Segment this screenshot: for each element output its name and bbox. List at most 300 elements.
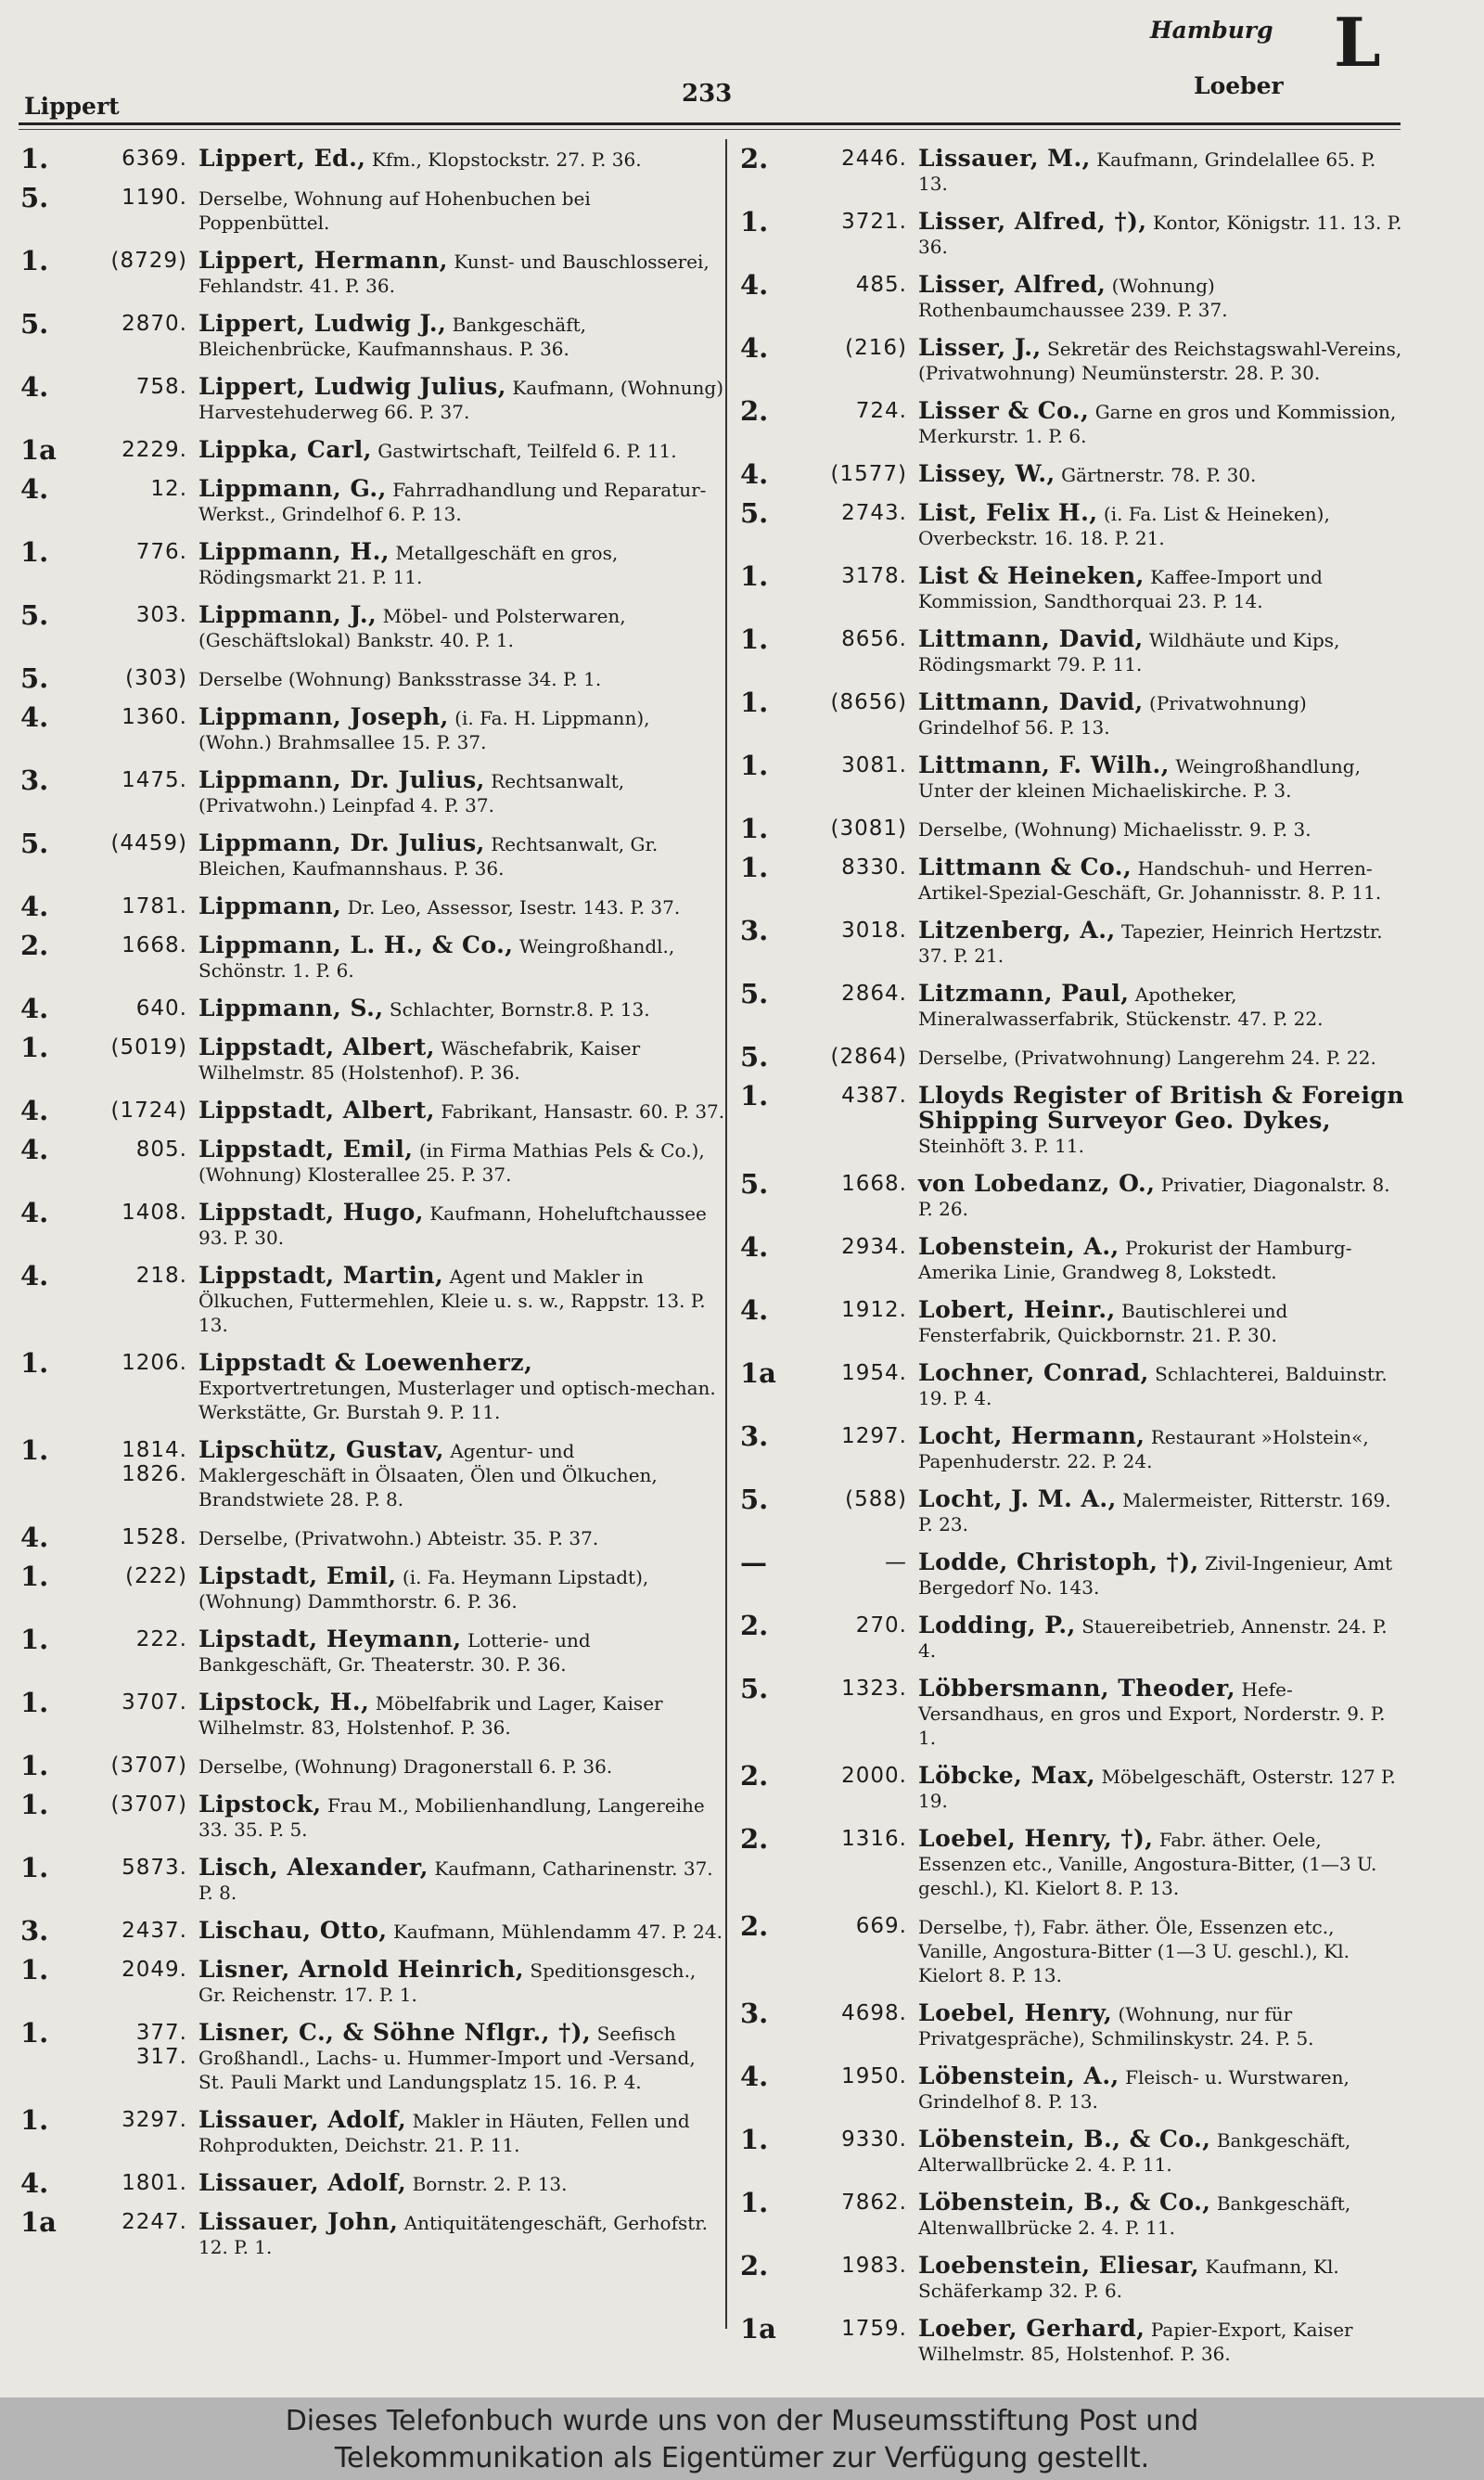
directory-entry (740, 1673, 1408, 1750)
entry-text (918, 2317, 1408, 2366)
exchange-code: 2. (740, 1760, 769, 1792)
directory-entry (20, 1915, 725, 1947)
subscriber-name: Loebel, Henry, (918, 1999, 1113, 2026)
exchange-code: 1. (20, 1561, 49, 1592)
entry-text (918, 1550, 1408, 1600)
entry-text (198, 705, 725, 754)
directory-entry (740, 1484, 1408, 1536)
subscriber-name: Lippert, Ludwig J., (198, 310, 447, 337)
subscriber-details: Bankgeschäft, Bleichenbrücke, Kaufmannshaus. P. 36. (198, 314, 586, 360)
subscriber-name: Littmann, David, (918, 625, 1144, 652)
directory-entry (740, 1998, 1408, 2050)
directory-entry (740, 395, 1408, 448)
phone-number: 1954. (841, 1361, 907, 1385)
phone-number: 3721. (841, 210, 907, 234)
subscriber-details: Kaufmann, Kl. Schäferkamp 32. P. 6. (918, 2255, 1339, 2302)
directory-entry (20, 1347, 725, 1424)
header-rule (19, 122, 1401, 125)
phone-number: 1668. (122, 933, 187, 957)
entry-text (918, 627, 1408, 676)
entry-text (198, 1627, 725, 1677)
phone-number: (5019) (110, 1035, 187, 1060)
subscriber-name: Lissauer, M., (918, 145, 1091, 172)
phone-number: (222) (125, 1564, 187, 1588)
directory-entry (20, 371, 725, 424)
phone-number: 2864. (841, 982, 907, 1006)
exchange-code: 1. (20, 536, 49, 568)
subscriber-details: Bornstr. 2. P. 13. (412, 2173, 568, 2195)
subscriber-details: Wäschefabrik, Kaiser Wilhelmstr. 85 (Holstenhof). P. 36. (198, 1037, 641, 1084)
subscriber-name: Lissauer, John, (198, 2208, 399, 2235)
phone-number: 4387. (841, 1084, 907, 1108)
directory-entry (20, 1522, 725, 1553)
entry-text (918, 1172, 1408, 1221)
exchange-code: 4. (740, 1231, 769, 1263)
entry-text (918, 1424, 1408, 1473)
entry-text (198, 312, 725, 361)
phone-number: (1577) (830, 462, 907, 486)
entry-text (918, 982, 1408, 1031)
subscriber-name: Lippstadt, Hugo, (198, 1199, 424, 1226)
subscriber-name: Littmann & Co., (918, 854, 1132, 880)
subscriber-name: Lippstadt & Loewenherz, (198, 1349, 533, 1376)
phone-number: (216) (845, 336, 907, 360)
subscriber-details: Derselbe (Wohnung) Banksstrasse 34. P. 1. (198, 668, 602, 690)
subscriber-details: (Wohnung, nur für Privatgespräche), Schmilinskystr. 24. P. 5. (918, 2003, 1314, 2050)
footer-line-2: Telekommunikation als Eigentümer zur Verfügung gestellt. (334, 2442, 1150, 2474)
subscriber-details: Exportvertretungen, Musterlager und optisch-mechan. Werkstätte, Gr. Burstah 9. P. 11. (198, 1377, 716, 1423)
phone-number: 485. (855, 273, 907, 297)
column-divider (725, 139, 727, 2329)
phone-number: 1206. (122, 1351, 187, 1375)
phone-number: — (885, 1550, 907, 1574)
entry-text (918, 1613, 1408, 1663)
directory-entry (20, 2167, 725, 2199)
subscriber-details: Malermeister, Ritterstr. 169. P. 23. (918, 1489, 1391, 1536)
subscriber-details: Papier-Export, Kaiser Wilhelmstr. 85, Holstenhof. P. 36. (918, 2319, 1353, 2365)
phone-number: (4459) (110, 831, 187, 855)
entry-text (918, 2001, 1408, 2050)
exchange-code: 1. (20, 1347, 49, 1379)
subscriber-name: Lippka, Carl, (198, 436, 372, 463)
exchange-code: 5. (740, 1041, 769, 1073)
directory-entry (20, 2206, 725, 2259)
subscriber-details: Sekretär des Reichstagswahl-Vereins, (Privatwohnung) Neumünsterstr. 28. P. 30. (918, 338, 1402, 384)
directory-entry (20, 1197, 725, 1250)
subscriber-name: Lippmann, Dr. Julius, (198, 829, 485, 856)
subscriber-details: Restaurant »Holstein«, Papenhuderstr. 22. P. 24. (918, 1426, 1369, 1472)
exchange-code: 5. (740, 497, 769, 529)
phone-number: 1360. (122, 705, 187, 729)
subscriber-name: Lobenstein, A., (918, 1233, 1119, 1260)
exchange-code: 1. (740, 2187, 769, 2218)
subscriber-name: Lippstadt, Albert, (198, 1097, 435, 1124)
phone-number: 1950. (841, 2064, 907, 2088)
subscriber-details: Möbelgeschäft, Osterstr. 127 P. 19. (918, 1766, 1396, 1812)
entry-text (198, 477, 725, 526)
entry-text (198, 996, 725, 1022)
exchange-code: 3. (740, 915, 769, 946)
subscriber-name: Lippert, Ludwig Julius, (198, 373, 506, 400)
subscriber-details: Derselbe, Wohnung auf Hohenbuchen bei Poppenbüttel. (198, 187, 591, 234)
phone-number: 6369. (122, 147, 187, 171)
directory-entry (20, 1624, 725, 1677)
subscriber-details: (i. Fa. H. Lippmann), (Wohn.) Brahmsallee 15. P. 37. (198, 707, 650, 753)
phone-number: 12. (150, 477, 187, 501)
exchange-code: 1. (740, 813, 769, 844)
entry-text (918, 2254, 1408, 2303)
directory-entry (20, 891, 725, 922)
exchange-code: 2. (740, 1910, 769, 1942)
subscriber-details: Bankgeschäft, Alterwallbrücke 2. 4. P. 11. (918, 2129, 1351, 2176)
entry-text (918, 1235, 1408, 1284)
page-number: 233 (682, 80, 733, 108)
exchange-code: 4. (20, 1197, 49, 1228)
phone-number: 1983. (841, 2254, 907, 2278)
entry-text (198, 2021, 725, 2094)
phone-number: 7862. (841, 2191, 907, 2215)
directory-entry (20, 930, 725, 983)
directory-entry (20, 434, 725, 466)
subscriber-name: Lipstock, (198, 1791, 322, 1818)
exchange-code: 1. (740, 750, 769, 781)
entry-text (918, 1827, 1408, 1900)
directory-entry (740, 1760, 1408, 1813)
exchange-code: 1. (740, 206, 769, 238)
entry-text (198, 1099, 725, 1124)
phone-number: 669. (855, 1914, 907, 1938)
subscriber-name: Loebel, Henry, †), (918, 1825, 1154, 1852)
directory-entry (20, 1687, 725, 1740)
subscriber-details: Bautischlerei und Fensterfabrik, Quickbornstr. 21. P. 30. (918, 1300, 1288, 1346)
directory-entry (740, 852, 1408, 905)
header-city: Hamburg (1150, 17, 1273, 44)
footer-line-1: Dieses Telefonbuch wurde uns von der Museumsstiftung Post und (285, 2405, 1199, 2437)
phone-number: 3707. (122, 1690, 187, 1715)
directory-entry (20, 143, 725, 174)
exchange-code: 5. (740, 1673, 769, 1704)
subscriber-details: Privatier, Diagonalstr. 8. P. 26. (918, 1174, 1390, 1220)
subscriber-name: Lipschütz, Gustav, (198, 1436, 444, 1463)
exchange-code: 4. (20, 993, 49, 1024)
phone-number: 2934. (841, 1235, 907, 1259)
directory-entry (740, 687, 1408, 739)
phone-number: (8656) (830, 690, 907, 714)
exchange-code: 4. (740, 332, 769, 364)
exchange-code: 4. (20, 701, 49, 733)
phone-number: 8656. (841, 627, 907, 651)
phone-number: 2000. (841, 1764, 907, 1788)
phone-number: 270. (855, 1613, 907, 1638)
exchange-code: 2. (740, 1610, 769, 1641)
exchange-code: 1. (740, 1080, 769, 1112)
entry-text (918, 462, 1408, 487)
phone-number: 1814. 1826. (122, 1438, 187, 1486)
phone-number: 1759. (841, 2317, 907, 2341)
subscriber-name: Lipstadt, Emil, (198, 1562, 397, 1589)
subscriber-details: Rechtsanwalt, Gr. Bleichen, Kaufmannshaus. P. 36. (198, 833, 659, 880)
subscriber-details: Kfm., Klopstockstr. 27. P. 36. (371, 148, 642, 171)
entry-text (918, 855, 1408, 905)
directory-entry (740, 1080, 1408, 1158)
subscriber-name: Littmann, F. Wilh., (918, 752, 1170, 778)
subscriber-details: Steinhöft 3. P. 11. (918, 1135, 1084, 1157)
exchange-code: 1. (20, 2104, 49, 2136)
phone-number: 2437. (122, 1919, 187, 1943)
directory-entry (20, 1750, 725, 1781)
subscriber-details: Kaufmann, Hoheluftchaussee 93. P. 30. (198, 1202, 707, 1249)
subscriber-details: Weingroßhandlung, Unter der kleinen Michaeliskirche. P. 3. (918, 755, 1361, 802)
subscriber-details: Fabrikant, Hansastr. 60. P. 37. (441, 1100, 725, 1123)
subscriber-name: Lissauer, Adolf, (198, 2169, 407, 2196)
exchange-code: 4. (20, 1095, 49, 1126)
exchange-code: 4. (20, 2167, 49, 2199)
phone-number: 1190. (122, 186, 187, 210)
directory-entry (740, 1420, 1408, 1473)
exchange-code: — (740, 1547, 767, 1578)
phone-number: (1724) (110, 1099, 187, 1123)
subscriber-details: (i. Fa. Heymann Lipstadt), (Wohnung) Dammthorstr. 6. P. 36. (198, 1566, 649, 1613)
phone-number: 758. (135, 375, 187, 399)
subscriber-name: Lippmann, L. H., & Co., (198, 932, 514, 958)
directory-entry (20, 701, 725, 754)
header-right-guide-word: Loeber (1194, 72, 1284, 99)
subscriber-details: Derselbe, (Wohnung) Michaelisstr. 9. P. 3. (918, 818, 1311, 841)
subscriber-details: Rechtsanwalt, (Privatwohn.) Leinpfad 4. P. 37. (198, 770, 625, 816)
directory-entry (20, 1134, 725, 1187)
entry-text (918, 753, 1408, 803)
directory-entry (740, 1610, 1408, 1663)
subscriber-details: Derselbe, (Wohnung) Dragonerstall 6. P. 36. (198, 1755, 613, 1778)
subscriber-name: Lippstadt, Martin, (198, 1262, 444, 1289)
exchange-code: 1. (20, 1954, 49, 1985)
subscriber-details: Fleisch- u. Wurstwaren, Grindelhof 8. P. 13. (918, 2066, 1350, 2113)
entry-text (198, 1754, 725, 1779)
entry-text (918, 1764, 1408, 1813)
subscriber-details: Derselbe, (Privatwohn.) Abteistr. 35. P. 37. (198, 1527, 599, 1549)
exchange-code: 4. (740, 458, 769, 490)
subscriber-name: Lisner, C., & Söhne Nflgr., †), (198, 2019, 592, 2046)
phone-number: 1323. (841, 1677, 907, 1701)
directory-entry (20, 1095, 725, 1126)
directory-entry (740, 1823, 1408, 1900)
entry-text (918, 2191, 1408, 2240)
header-left-guide-word: Lippert (24, 93, 120, 120)
directory-entry (20, 2017, 725, 2094)
subscriber-details: Lotterie- und Bankgeschäft, Gr. Theaterstr. 30. P. 36. (198, 1629, 591, 1676)
phone-number: 2229. (122, 438, 187, 462)
exchange-code: 1. (20, 1852, 49, 1883)
subscriber-details: Derselbe, †), Fabr. äther. Öle, Essenzen etc., Vanille, Angostura-Bitter (1—3 U. geschl.), Kl. Kielort 8. P. 13. (918, 1916, 1350, 1986)
entry-text (198, 1525, 725, 1550)
phone-number: 1408. (122, 1201, 187, 1225)
subscriber-name: Lisch, Alexander, (198, 1854, 429, 1881)
entry-text (198, 666, 725, 691)
directory-entry (740, 2187, 1408, 2240)
subscriber-details: Fahrradhandlung und Reparatur-Werkst., Grindelhof 6. P. 13. (198, 479, 707, 525)
subscriber-name: Locht, J. M. A., (918, 1485, 1117, 1512)
exchange-code: 5. (20, 599, 49, 631)
exchange-code: 1a (20, 434, 57, 466)
exchange-code: 1. (20, 1750, 49, 1781)
directory-entry (740, 1357, 1408, 1410)
subscriber-name: Lippstadt, Emil, (198, 1136, 414, 1163)
exchange-code: 5. (740, 1168, 769, 1200)
subscriber-name: Löbenstein, A., (918, 2062, 1119, 2089)
phone-number: 805. (135, 1137, 187, 1162)
entry-text (918, 1487, 1408, 1536)
subscriber-details: Stauereibetrieb, Annenstr. 24. P. 4. (918, 1615, 1388, 1662)
exchange-code: 4. (20, 1134, 49, 1165)
exchange-code: 3. (20, 765, 49, 796)
directory-entry (740, 560, 1408, 613)
subscriber-details: Tapezier, Heinrich Hertzstr. 37. P. 21. (918, 920, 1383, 967)
exchange-code: 3. (20, 1915, 49, 1947)
phone-number: (2864) (830, 1045, 907, 1069)
exchange-code: 3. (740, 1420, 769, 1452)
left-column (20, 143, 725, 2273)
directory-entry (740, 269, 1408, 322)
exchange-code: 1. (740, 2124, 769, 2155)
exchange-code: 2. (20, 930, 49, 961)
subscriber-details: Gärtnerstr. 78. P. 30. (1061, 464, 1257, 486)
subscriber-details: Antiquitätengeschäft, Gerhofstr. 12. P. 1. (198, 2212, 709, 2258)
subscriber-details: Frau M., Mobilienhandlung, Langereihe 33. 35. P. 5. (198, 1794, 705, 1841)
subscriber-name: Lissauer, Adolf, (198, 2106, 407, 2133)
exchange-code: 1. (20, 1434, 49, 1466)
exchange-code: 1a (20, 2206, 57, 2238)
exchange-code: 4. (20, 1522, 49, 1553)
exchange-code: 1a (740, 2313, 776, 2345)
directory-entry (740, 1168, 1408, 1221)
entry-text (918, 2127, 1408, 2177)
entry-text (918, 816, 1408, 842)
subscriber-details: Speditionsgesch., Gr. Reichenstr. 17. P. 1. (198, 1960, 697, 2006)
subscriber-name: Lippmann, Dr. Julius, (198, 766, 485, 793)
phone-number: 9330. (841, 2127, 907, 2152)
directory-entry (740, 332, 1408, 385)
entry-text (918, 399, 1408, 448)
phone-number: 3081. (841, 753, 907, 777)
entry-text (198, 1438, 725, 1511)
entry-text (918, 690, 1408, 739)
phone-number: (3707) (110, 1793, 187, 1817)
entry-text (918, 1914, 1408, 1987)
entry-text (918, 210, 1408, 259)
subscriber-name: Lisser, Alfred, (918, 271, 1107, 298)
directory-entry (740, 206, 1408, 259)
exchange-code: 4. (740, 2061, 769, 2092)
subscriber-name: Littmann, David, (918, 688, 1144, 715)
directory-entry (20, 308, 725, 361)
directory-entry (20, 1954, 725, 2007)
directory-entry (740, 750, 1408, 803)
subscriber-details: Hefe-Versandhaus, en gros und Export, Norderstr. 9. P. 1. (918, 1678, 1386, 1749)
entry-text (198, 2171, 725, 2196)
right-column (740, 143, 1408, 2380)
entry-text (198, 1690, 725, 1740)
entry-text (198, 1035, 725, 1085)
section-letter: L (1334, 3, 1381, 82)
exchange-code: 1. (20, 1687, 49, 1718)
subscriber-name: List, Felix H., (918, 499, 1098, 526)
subscriber-details: (Privatwohnung) Grindelhof 56. P. 13. (918, 692, 1307, 739)
subscriber-details: Möbel- und Polsterwaren, (Geschäftslokal) Bankstr. 40. P. 1. (198, 605, 626, 651)
entry-text (198, 1137, 725, 1187)
subscriber-name: Lisser, Alfred, †), (918, 208, 1147, 235)
phone-number: 2247. (122, 2210, 187, 2234)
subscriber-details: Kaufmann, Mühlendamm 47. P. 24. (392, 1921, 723, 1943)
subscriber-details: Weingroßhandl., Schönstr. 1. P. 6. (198, 935, 675, 982)
subscriber-details: Prokurist der Hamburg-Amerika Linie, Grandweg 8, Lokstedt. (918, 1237, 1352, 1283)
directory-entry (740, 497, 1408, 550)
subscriber-name: Lippert, Hermann, (198, 247, 448, 274)
subscriber-details: Kaufmann, Grindelallee 65. P. 13. (918, 148, 1376, 195)
directory-entry (20, 473, 725, 526)
subscriber-name: Loeber, Gerhard, (918, 2315, 1145, 2342)
subscriber-name: von Lobedanz, O., (918, 1170, 1156, 1197)
entry-text (918, 564, 1408, 613)
entry-text (918, 147, 1408, 196)
phone-number: (303) (125, 666, 187, 690)
exchange-code: 5. (20, 662, 49, 694)
entry-text (198, 375, 725, 424)
exchange-code: 1. (20, 1624, 49, 1655)
subscriber-details: (in Firma Mathias Pels & Co.), (Wohnung) Klosterallee 25. P. 37. (198, 1139, 705, 1186)
directory-entry (20, 2104, 725, 2157)
subscriber-name: Litzmann, Paul, (918, 980, 1130, 1007)
subscriber-details: Kaffee-Import und Kommission, Sandthorquai 23. P. 14. (918, 566, 1323, 612)
exchange-code: 1. (20, 245, 49, 276)
subscriber-details: Dr. Leo, Assessor, Isestr. 143. P. 37. (347, 896, 681, 919)
directory-entry (740, 978, 1408, 1031)
entry-text (918, 273, 1408, 322)
exchange-code: 1. (740, 687, 769, 718)
subscriber-details: Kaufmann, Catharinenstr. 37. P. 8. (198, 1857, 713, 1904)
subscriber-name: Lipstadt, Heymann, (198, 1625, 462, 1652)
subscriber-details: Handschuh- und Herren-Artikel-Spezial-Geschäft, Gr. Johannisstr. 8. P. 11. (918, 857, 1382, 904)
entry-text (198, 1351, 725, 1424)
phone-number: 1297. (841, 1424, 907, 1448)
subscriber-name: Loebenstein, Eliesar, (918, 2252, 1200, 2279)
directory-entry (20, 1561, 725, 1613)
entry-text (198, 1264, 725, 1337)
phone-number: 8330. (841, 855, 907, 880)
exchange-code: 1. (740, 623, 769, 655)
directory-entry (740, 915, 1408, 968)
subscriber-name: Lisser & Co., (918, 397, 1090, 424)
directory-entry (740, 1231, 1408, 1284)
phone-number: (8729) (110, 249, 187, 273)
subscriber-name: Lippmann, Joseph, (198, 703, 449, 730)
entry-text (198, 540, 725, 589)
exchange-code: 4. (20, 473, 49, 505)
entry-text (198, 1919, 725, 1944)
directory-entry (740, 1294, 1408, 1347)
directory-entry (20, 245, 725, 298)
subscriber-details: Schlachterei, Balduinstr. 19. P. 4. (918, 1363, 1388, 1409)
directory-entry (740, 1041, 1408, 1073)
phone-number: 1475. (122, 768, 187, 792)
entry-text (198, 768, 725, 817)
directory-entry (20, 1434, 725, 1511)
directory-entry (740, 1547, 1408, 1600)
subscriber-details: Wildhäute und Kips, Rödingsmarkt 79. P. 11. (918, 629, 1340, 675)
directory-entry (20, 1260, 725, 1337)
subscriber-details: Agent und Makler in Ölkuchen, Futtermehlen, Kleie u. s. w., Rappstr. 13. P. 13. (198, 1266, 706, 1336)
phone-number: 1668. (841, 1172, 907, 1196)
subscriber-details: Makler in Häuten, Fellen und Rohprodukten, Deichstr. 21. P. 11. (198, 2110, 690, 2156)
